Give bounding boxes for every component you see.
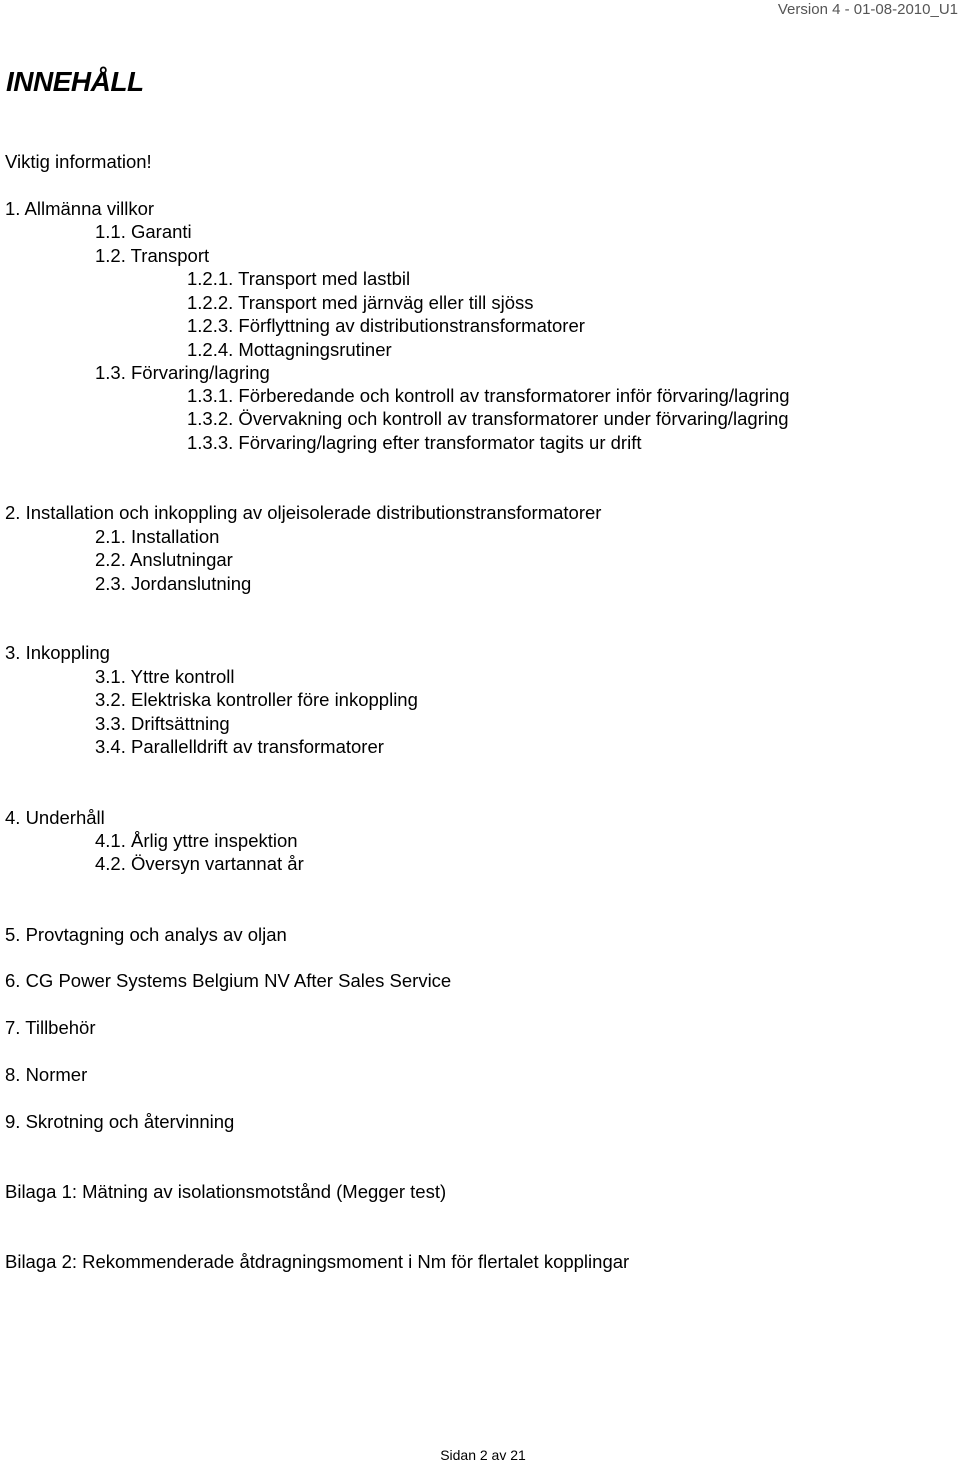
toc-item-2: 2. Installation och inkoppling av oljeisolerade distributionstransformatorer xyxy=(5,502,602,523)
toc-item-6: 6. CG Power Systems Belgium NV After Sales Service xyxy=(5,970,452,991)
toc-item-3: 3. Inkoppling xyxy=(5,642,110,663)
toc-item-1-1: 1.1. Garanti xyxy=(95,221,192,242)
toc-item-2-2: 2.2. Anslutningar xyxy=(95,549,233,570)
toc-item-8: 8. Normer xyxy=(5,1064,88,1085)
document-version: Version 4 - 01-08-2010_U1 xyxy=(777,1,958,18)
toc-item-1-2-4: 1.2.4. Mottagningsrutiner xyxy=(187,339,392,360)
toc-item-1: 1. Allmänna villkor xyxy=(5,198,155,219)
toc-item-1-2-1: 1.2.1. Transport med lastbil xyxy=(187,268,411,289)
toc-item-5: 5. Provtagning och analys av oljan xyxy=(5,924,287,945)
toc-item-3-1: 3.1. Yttre kontroll xyxy=(95,666,235,687)
toc-item-1-3-2: 1.3.2. Övervakning och kontroll av transformatorer under förvaring/lagring xyxy=(187,408,789,429)
toc-item-1-2: 1.2. Transport xyxy=(95,245,210,266)
toc-item-2-3: 2.3. Jordanslutning xyxy=(95,573,252,594)
toc-item-3-3: 3.3. Driftsättning xyxy=(95,713,230,734)
toc-item-7: 7. Tillbehör xyxy=(5,1017,96,1038)
page-title: INNEHÅLL xyxy=(6,66,144,97)
toc-item-1-3-3: 1.3.3. Förvaring/lagring efter transformator tagits ur drift xyxy=(187,432,642,453)
toc-item-9: 9. Skrotning och återvinning xyxy=(5,1111,235,1132)
toc-item-4-1: 4.1. Årlig yttre inspektion xyxy=(95,830,298,851)
toc-item-1-3-1: 1.3.1. Förberedande och kontroll av transformatorer inför förvaring/lagring xyxy=(187,385,790,406)
toc-item-1-3: 1.3. Förvaring/lagring xyxy=(95,362,270,383)
page-number: Sidan 2 av 21 xyxy=(440,1447,526,1463)
toc-item-bilaga-2: Bilaga 2: Rekommenderade åtdragningsmoment i Nm för flertalet kopplingar xyxy=(5,1251,630,1272)
toc-item-1-2-2: 1.2.2. Transport med järnväg eller till sjöss xyxy=(187,292,534,313)
toc-item-4: 4. Underhåll xyxy=(5,807,105,828)
toc-item-bilaga-1: Bilaga 1: Mätning av isolationsmotstånd (Megger test) xyxy=(5,1181,447,1202)
toc-item-2-1: 2.1. Installation xyxy=(95,526,220,547)
toc-item-1-2-3: 1.2.3. Förflyttning av distributionstransformatorer xyxy=(187,315,585,336)
toc-item-4-2: 4.2. Översyn vartannat år xyxy=(95,853,304,874)
toc-item-viktig-information: Viktig information! xyxy=(5,151,152,172)
toc-item-3-2: 3.2. Elektriska kontroller före inkoppling xyxy=(95,689,418,710)
toc-item-3-4: 3.4. Parallelldrift av transformatorer xyxy=(95,736,384,757)
